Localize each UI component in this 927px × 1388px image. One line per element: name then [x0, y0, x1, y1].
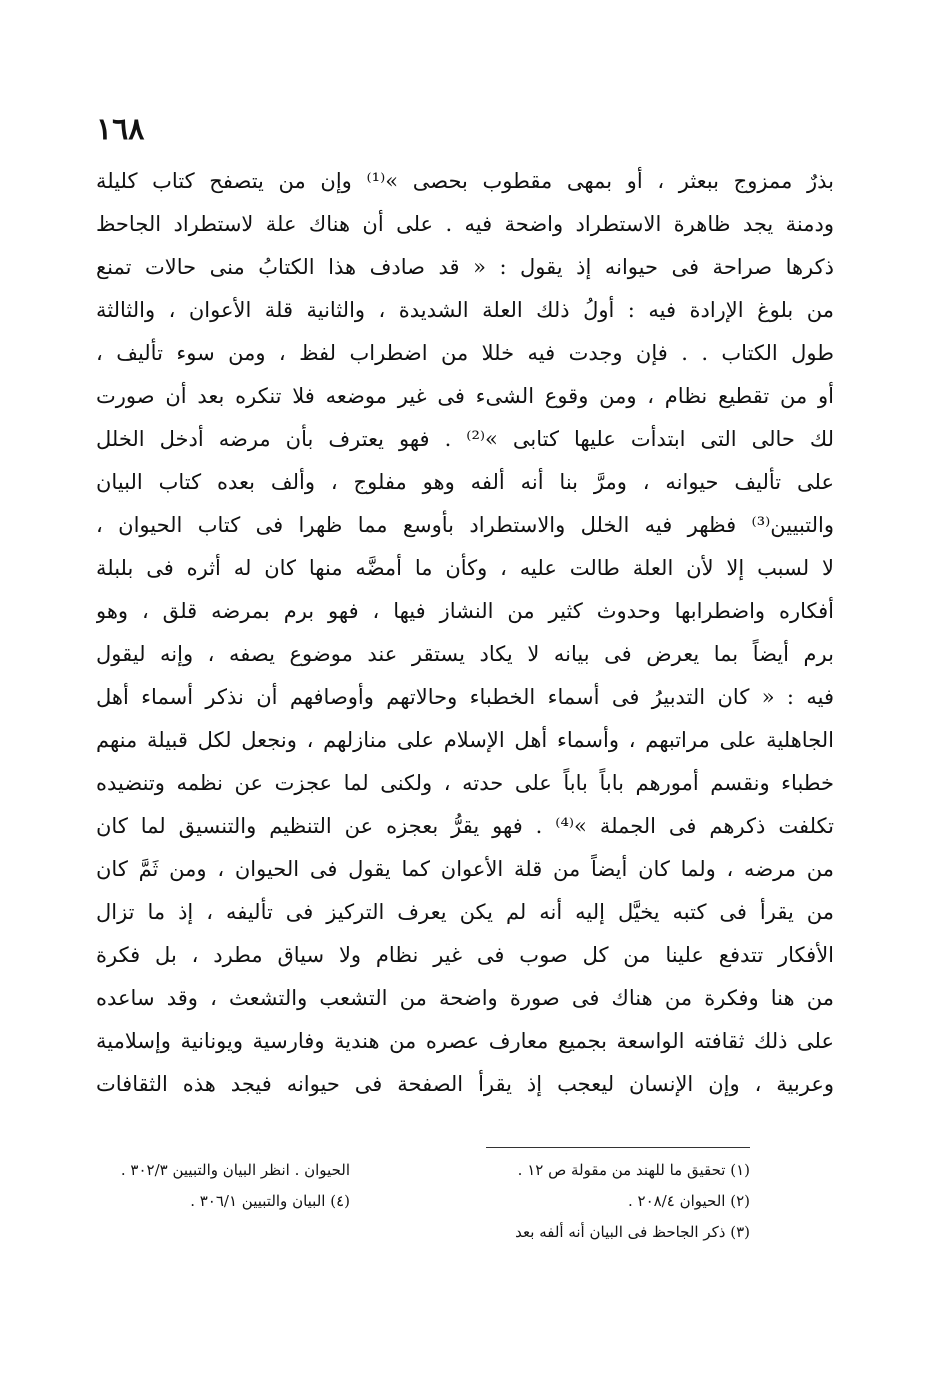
text-line: أفكاره واضطرابها وحدوث كثير من النشاز فيها ، فهو برم بمرضه قلق ، وهو: [96, 599, 834, 623]
text-line: الجاهلية على مراتبهم ، وأسماء أهل الإسلام على منازلهم ، ونجعل لكل قبيلة منهم: [96, 728, 834, 752]
text-line: من بلوغ الإرادة فيه : أولُ ذلك العلة الشديدة ، والثانية قلة الأعوان ، والثالثة: [96, 298, 834, 322]
footnotes: [110, 1155, 750, 1255]
text-line: من مرضه ، ولما كان أيضاً من قلة الأعوان كما يقول فى الحيوان ، ومن ثَمَّ كان: [96, 857, 834, 881]
footnote-3: (٣) ذكر الجاحظ فى البيان أنه ألفه بعد: [515, 1223, 750, 1241]
text-line: برم أيضاً بما يعرض فى بيانه لا يكاد يستقر عند موضوع يصفه ، وإنه ليقول: [96, 642, 834, 666]
text-line: لك حالى التى ابتدأت عليها كتابى »⁽²⁾ . فهو يعترف بأن مرضه أدخل الخلل: [96, 427, 834, 451]
text-line: أو من تقطيع نظام ، ومن وقوع الشىء فى غير موضعه فلا تنكره بعد أن صورت: [96, 384, 834, 408]
text-line: وعربية ، وإن الإنسان ليعجب إذ يقرأ الصفحة فى حيوانه فيجد هذه الثقافات: [96, 1072, 834, 1096]
text-line: والتبيين⁽³⁾ فظهر فيه الخلل والاستطراد بأوسع مما ظهرا فى كتاب الحيوان ،: [96, 513, 834, 537]
text-line: ودمنة يجد ظاهرة الاستطراد واضحة فيه . على أن هناك علة لاستطراد الجاحظ: [96, 212, 834, 236]
text-line: لا لسبب إلا لأن العلة طالت عليه ، وكأن ما أمضَّه منها كان له أثره فى بلبلة: [96, 556, 834, 580]
body-text: [96, 160, 834, 1106]
text-line: طول الكتاب . . فإن وجدت فيه خللا من اضطراب لفظ ، ومن سوء تأليف ،: [96, 341, 834, 365]
text-line: فيه : « كان التدبيرُ فى أسماء الخطباء وحالاتهم وأوصافهم أن نذكر أسماء أهل: [96, 685, 834, 709]
footnote-1: (١) تحقيق ما للهند من مقولة ص ١٢ .: [517, 1161, 750, 1179]
footnote-4: (٤) البيان والتبيين ٣٠٦/١ .: [190, 1192, 350, 1210]
text-line: بذرٌ ممزوج ببعثر ، أو بمهى مقطوب بحصى »⁽¹⁾ وإن من يتصفح كتاب كليلة: [96, 169, 834, 193]
text-line: ذكرها صراحة فى حيوانه إذ يقول : « قد صادف هذا الكتابُ منى حالات تمنع: [96, 255, 834, 279]
footnote-2: (٢) الحيوان ٢٠٨/٤ .: [627, 1192, 750, 1210]
text-line: على تأليف حيوانه ، ومرَّ بنا أنه ألفه وهو مفلوج ، وألف بعده كتاب البيان: [96, 470, 834, 494]
text-line: على ذلك ثقافته الواسعة بجميع معارف عصره من هندية وفارسية ويونانية وإسلامية: [96, 1029, 834, 1053]
page-number: ١٦٨: [96, 112, 145, 147]
footnote-divider: [486, 1147, 750, 1148]
text-line: تكلفت ذكرهم فى الجملة »⁽⁴⁾ . فهو يقرُّ بعجزه عن التنظيم والتنسيق لما كان: [96, 814, 834, 838]
text-line: خطباء ونقسم أمورهم باباً باباً على حدته ، ولكنى لما عجزت عن نظمه وتنضيده: [96, 771, 834, 795]
text-line: من يقرأ فى كتبه يخيَّل إليه أنه لم يكن يعرف التركيز فى تأليفه ، إذ ما تزال: [96, 900, 834, 924]
text-line: الأفكار تتدفع علينا من كل صوب فى غير نظام ولا سياق مطرد ، بل فكرة: [96, 943, 834, 967]
footnote-3-continuation: الحيوان . انظر البيان والتبيين ٣٠٢/٣ .: [120, 1161, 350, 1179]
text-line: من هنا وفكرة من هناك فى صورة واضحة من التشعب والتشعث ، وقد ساعده: [96, 986, 834, 1010]
